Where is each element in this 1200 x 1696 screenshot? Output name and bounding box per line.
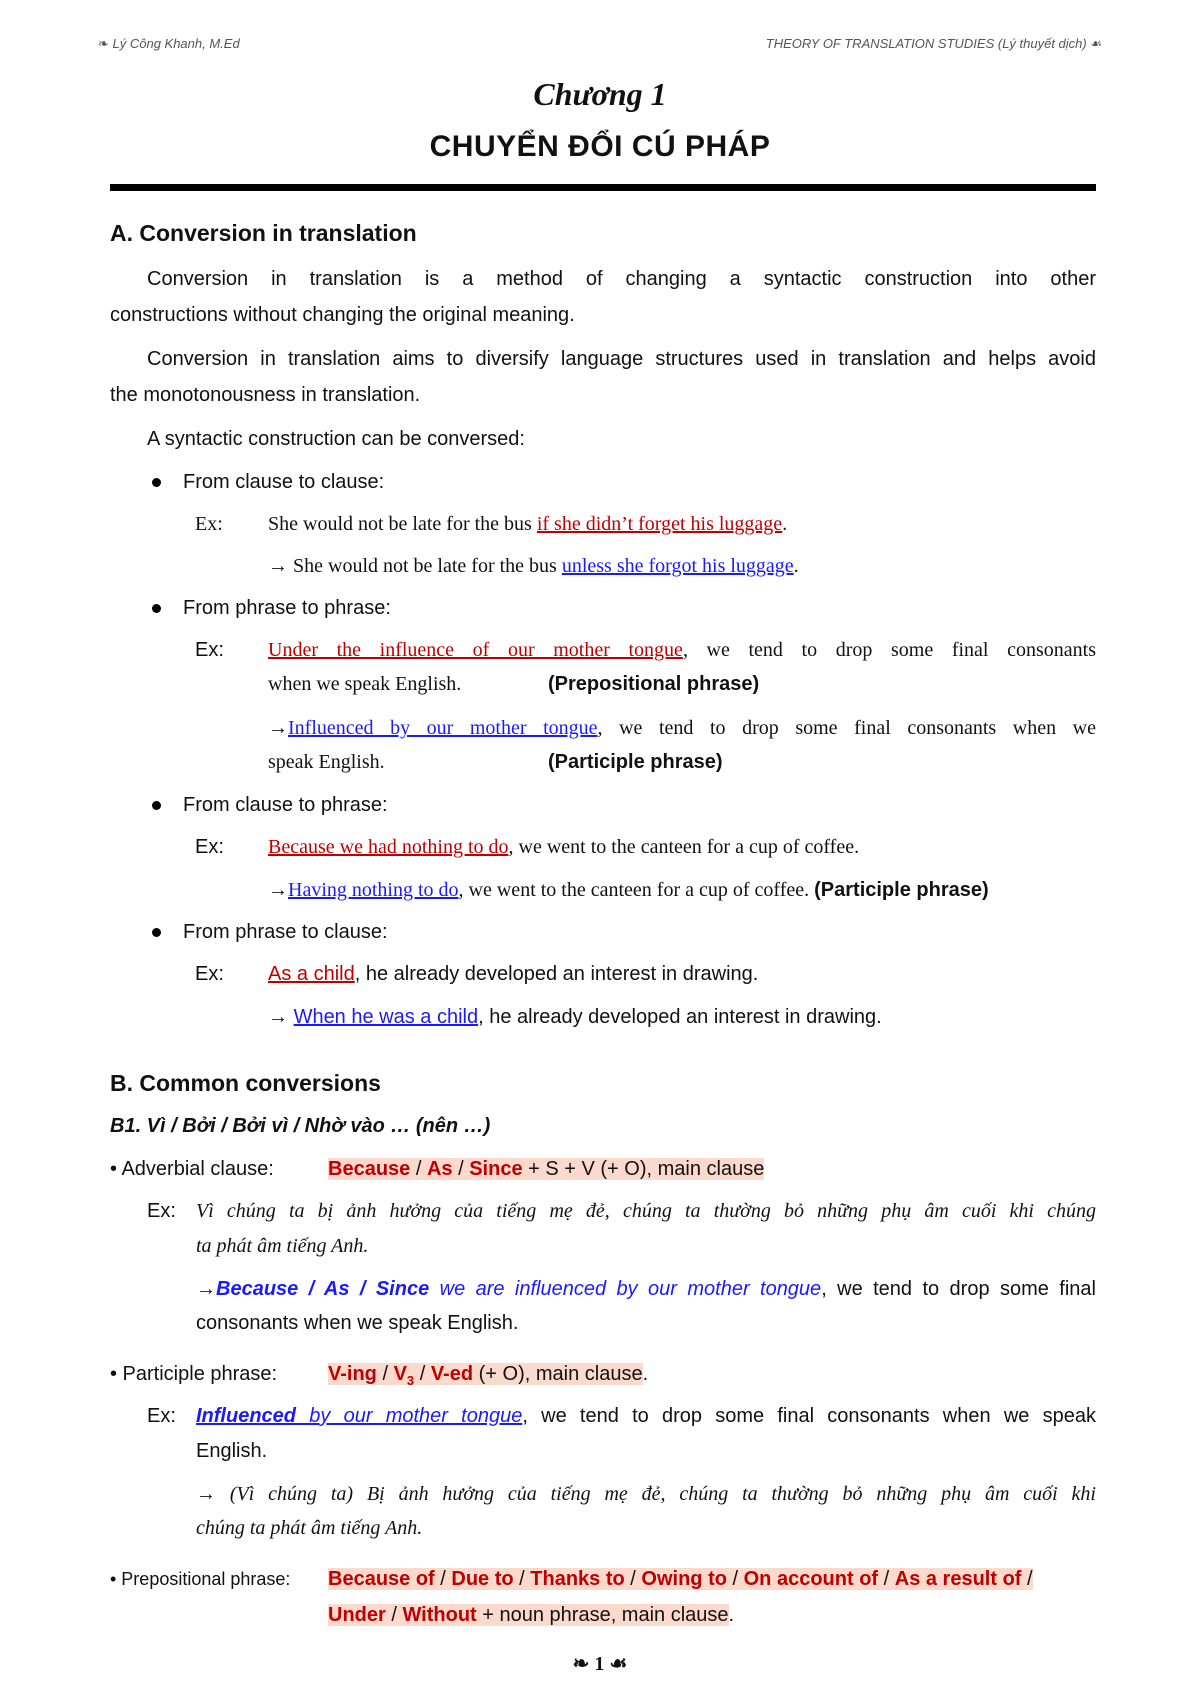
section-a-heading: A. Conversion in translation xyxy=(110,220,417,246)
formula-text: . xyxy=(728,1604,735,1626)
separator: / xyxy=(410,1158,427,1180)
formula-text: + S + V (+ O), main clause xyxy=(522,1158,765,1180)
arrow-icon: → xyxy=(268,879,288,901)
bullet-dot xyxy=(152,801,161,810)
arrow-icon: → xyxy=(196,1278,216,1300)
prepositional-phrase-label: • Prepositional phrase: xyxy=(110,1569,291,1589)
paragraph-2-line-2: the monotonousness in translation. xyxy=(110,384,421,406)
bullet-dot xyxy=(152,928,161,937)
converted-clause: unless she forgot his luggage xyxy=(561,555,794,577)
answer-text: , we tend to drop some final xyxy=(821,1278,1096,1300)
example-text: . xyxy=(782,513,788,535)
adverbial-clause-formula xyxy=(328,1152,764,1186)
example-text: , we tend to drop some final consonants when we xyxy=(597,717,1096,739)
converted-clause: When he was a child xyxy=(293,1006,479,1028)
example-text: , he already developed an interest in drawing. xyxy=(354,963,759,985)
separator: / xyxy=(1021,1568,1033,1590)
paragraph-3: A syntactic construction can be conversed: xyxy=(147,428,525,450)
conjunction: Since xyxy=(469,1158,523,1180)
paragraph-1-line-1: Conversion in translation is a method of changing a syntactic construction into other xyxy=(147,268,1096,290)
chapter-label: Chương 1 xyxy=(533,76,667,112)
participle-example-line-1 xyxy=(196,1399,1096,1433)
verb-form: V-ing xyxy=(328,1363,377,1385)
prepositional-phrase-formula-line-1 xyxy=(328,1562,1033,1596)
conjunction: Because xyxy=(328,1158,411,1180)
preposition: As a result of xyxy=(894,1568,1022,1590)
example-text: . xyxy=(793,555,799,577)
example-4-original xyxy=(268,957,1200,991)
converted-phrase: Influenced by our mother tongue xyxy=(288,717,598,739)
formula-text: (+ O), main clause xyxy=(473,1363,643,1385)
highlighted-clause: if she didn’t forget his luggage xyxy=(536,513,783,535)
adverbial-answer-line-2: consonants when we speak English. xyxy=(196,1312,519,1334)
bullet-clause-to-clause: From clause to clause: xyxy=(183,471,385,493)
example-4-converted xyxy=(268,1000,1200,1034)
formula-text: . xyxy=(642,1363,649,1385)
bullet-dot xyxy=(152,478,161,487)
example-text: , we tend to drop some final consonants xyxy=(682,639,1096,661)
bullet-phrase-to-phrase: From phrase to phrase: xyxy=(183,597,391,619)
answer-conjunction: Because / As / Since xyxy=(216,1278,430,1300)
vietnamese-example-line-2: ta phát âm tiếng Anh. xyxy=(196,1235,369,1257)
preposition: On account of xyxy=(743,1568,879,1590)
example-text: , we tend to drop some final consonants when we speak xyxy=(522,1405,1096,1427)
formula-highlight xyxy=(328,1568,1033,1590)
separator: / xyxy=(624,1568,642,1590)
prepositional-phrase-formula-line-2 xyxy=(328,1598,734,1632)
preposition: Without xyxy=(402,1604,477,1626)
example-1-original xyxy=(268,507,1200,541)
conjunction: As xyxy=(426,1158,453,1180)
separator: / xyxy=(878,1568,895,1590)
section-b-heading: B. Common conversions xyxy=(110,1070,381,1096)
verb-form: V-ed xyxy=(430,1363,474,1385)
phrase-type-tag: (Participle phrase) xyxy=(548,751,723,773)
example-2-converted xyxy=(268,711,1096,745)
highlighted-phrase: As a child xyxy=(268,963,355,985)
example-text: She would not be late for the bus xyxy=(288,555,562,577)
translation-text: (Vì chúng ta) Bị ảnh hưởng của tiếng mẹ đẻ, chúng ta thường bỏ những phụ âm cuối khi xyxy=(216,1483,1096,1505)
separator: / xyxy=(385,1604,403,1626)
example-label: Ex: xyxy=(195,836,224,858)
example-label: Ex: xyxy=(147,1405,176,1427)
example-1-converted xyxy=(268,549,1200,583)
separator: / xyxy=(434,1568,452,1590)
page-number: ❧ 1 ☙ xyxy=(572,1653,628,1675)
preposition: Due to xyxy=(451,1568,514,1590)
running-header-course: THEORY OF TRANSLATION STUDIES (Lý thuyết dịch) ☙ xyxy=(765,36,1102,51)
title-divider xyxy=(110,184,1096,191)
participle-example-line-2: English. xyxy=(196,1440,268,1462)
verb-form-subscript: 3 xyxy=(406,1373,415,1388)
participle-phrase-label: • Participle phrase: xyxy=(110,1363,278,1385)
example-label: Ex: xyxy=(195,513,223,535)
separator: / xyxy=(726,1568,744,1590)
paragraph-2-line-1: Conversion in translation aims to diversify language structures used in translation and helps avoid xyxy=(147,348,1096,370)
example-text: , we went to the canteen for a cup of coffee. xyxy=(458,879,810,901)
preposition: Thanks to xyxy=(530,1568,625,1590)
separator: / xyxy=(376,1363,394,1385)
bullet-dot xyxy=(152,604,161,613)
bullet-clause-to-phrase: From clause to phrase: xyxy=(183,794,388,816)
arrow-icon: → xyxy=(268,555,288,577)
formula-highlight xyxy=(328,1158,764,1180)
preposition: Owing to xyxy=(641,1568,727,1590)
vietnamese-example-line-1: Vì chúng ta bị ảnh hưởng của tiếng mẹ đẻ, chúng ta thường bỏ những phụ âm cuối khi chúng xyxy=(196,1200,1096,1222)
running-header-author: ❧ Lý Công Khanh, M.Ed xyxy=(98,36,240,51)
subsection-b1-heading: B1. Vì / Bởi / Bởi vì / Nhờ vào … (nên …) xyxy=(110,1115,491,1137)
participle-phrase: by our mother tongue xyxy=(296,1405,523,1427)
separator: / xyxy=(452,1158,470,1180)
example-text: , we went to the canteen for a cup of coffee. xyxy=(508,836,860,858)
participle-phrase-formula xyxy=(328,1357,648,1398)
converted-phrase: Having nothing to do xyxy=(288,879,459,901)
formula-highlight xyxy=(328,1604,729,1626)
formula-text: + noun phrase, main clause xyxy=(476,1604,729,1626)
preposition: Because of xyxy=(328,1568,435,1590)
example-text: She would not be late for the bus xyxy=(268,513,537,535)
formula-highlight xyxy=(328,1363,643,1388)
example-2-original xyxy=(268,633,1096,667)
example-label: Ex: xyxy=(195,639,224,661)
arrow-icon: → xyxy=(268,1006,288,1028)
example-label: Ex: xyxy=(147,1200,176,1222)
participle-translation-line-1 xyxy=(196,1477,1096,1511)
answer-clause: we are influenced by our mother tongue xyxy=(429,1278,822,1300)
page-title: CHUYỂN ĐỔI CÚ PHÁP xyxy=(429,130,771,163)
example-text: , he already developed an interest in drawing. xyxy=(478,1006,882,1028)
preposition: Under xyxy=(328,1604,386,1626)
verb-form: V xyxy=(393,1363,407,1385)
example-2-original-line-2: when we speak English. xyxy=(268,673,462,695)
arrow-icon: → xyxy=(196,1483,216,1505)
phrase-type-tag: (Prepositional phrase) xyxy=(548,673,760,695)
participle-translation-line-2: chúng ta phát âm tiếng Anh. xyxy=(196,1517,423,1539)
highlighted-clause: Because we had nothing to do xyxy=(268,836,509,858)
highlighted-phrase: Under the influence of our mother tongue xyxy=(268,639,683,661)
example-label: Ex: xyxy=(195,963,224,985)
adverbial-answer-line-1 xyxy=(196,1272,1096,1306)
paragraph-1-line-2: constructions without changing the original meaning. xyxy=(110,304,575,326)
separator: / xyxy=(513,1568,531,1590)
participle-word: Influenced xyxy=(196,1405,297,1427)
example-3-original xyxy=(268,830,1200,864)
separator: / xyxy=(414,1363,431,1385)
example-2-converted-line-2: speak English. xyxy=(268,751,385,773)
arrow-icon: → xyxy=(268,717,288,739)
adverbial-clause-label: • Adverbial clause: xyxy=(110,1158,274,1180)
bullet-phrase-to-clause: From phrase to clause: xyxy=(183,921,388,943)
example-3-converted xyxy=(268,873,1200,907)
phrase-type-tag: (Participle phrase) xyxy=(814,879,989,901)
